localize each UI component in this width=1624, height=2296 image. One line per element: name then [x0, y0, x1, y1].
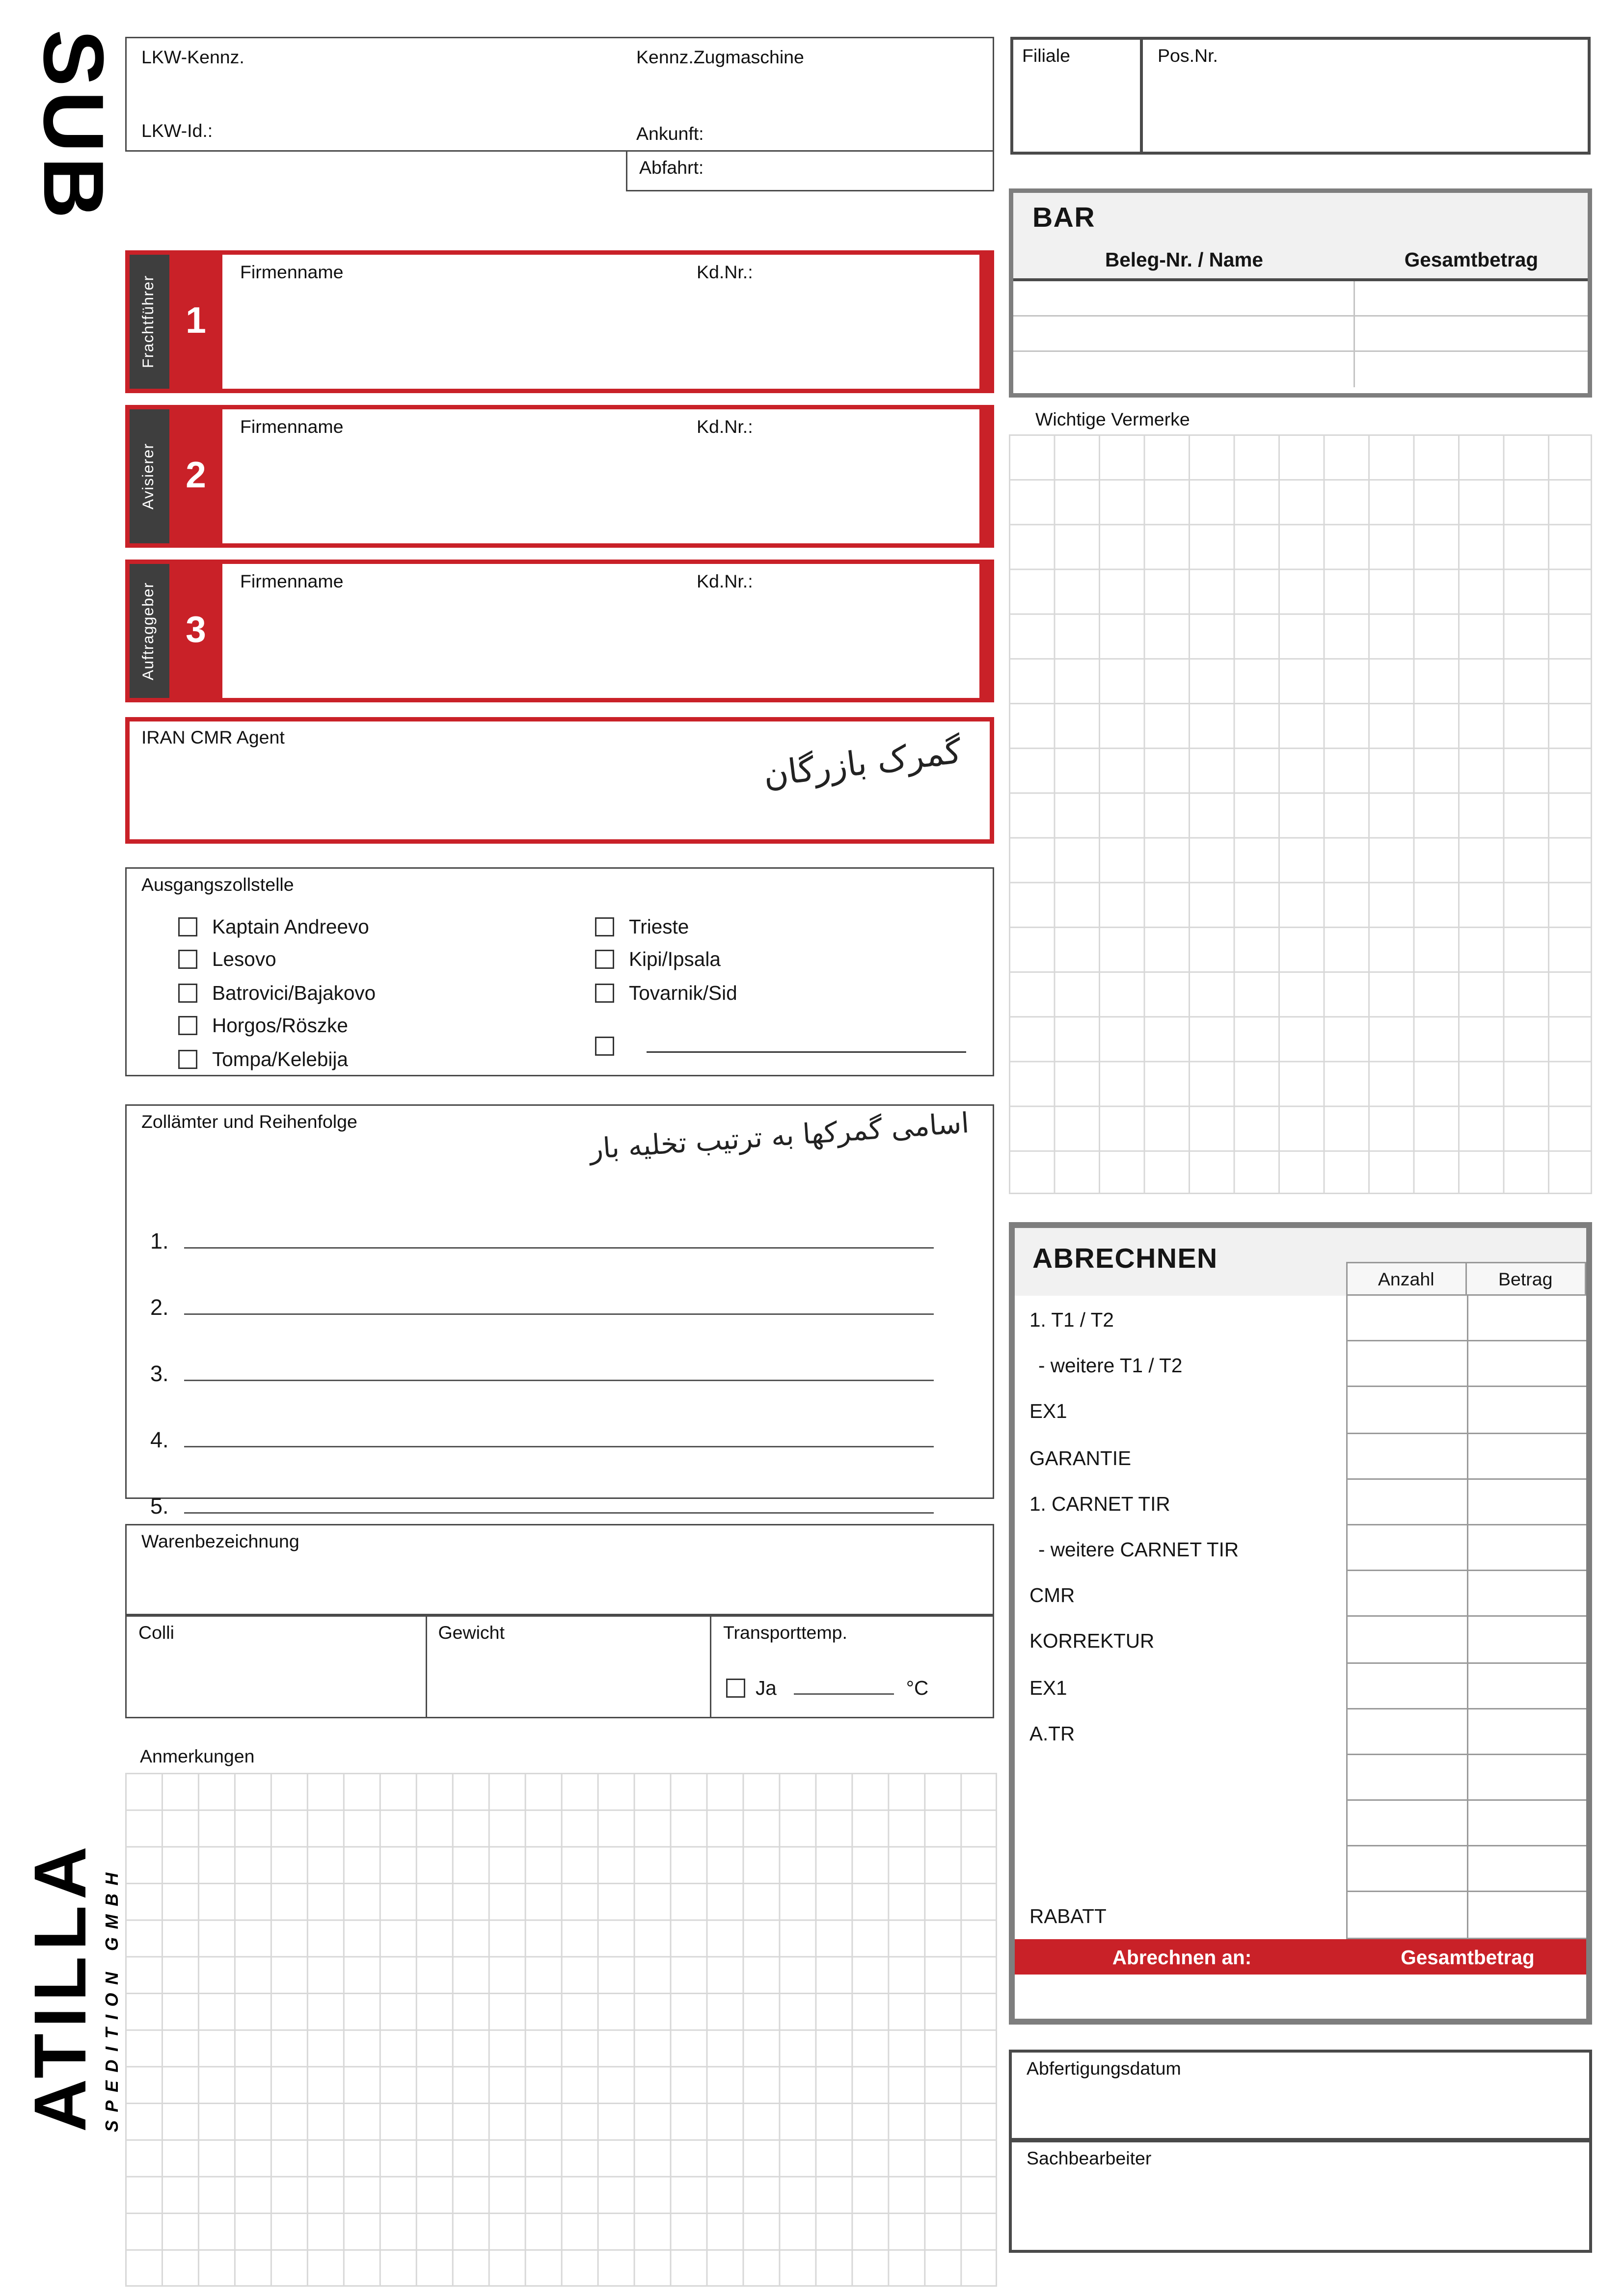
bar-amount-cell[interactable] — [1355, 281, 1588, 315]
gewicht-field[interactable] — [425, 1615, 712, 1718]
checkbox[interactable] — [595, 950, 614, 969]
betrag-cell[interactable] — [1466, 1801, 1587, 1847]
option-tompa-kelebija[interactable]: Tompa/Kelebija — [178, 1042, 595, 1076]
party-role-band: Frachtführer — [130, 255, 169, 389]
options-column-2 — [595, 910, 975, 1076]
avisierer-field[interactable] — [222, 409, 979, 543]
anmerkungen-label: Anmerkungen — [140, 1746, 255, 1767]
bar-col-amount-header: Gesamtbetrag — [1404, 249, 1539, 271]
zoll-line-2[interactable]: 2. — [150, 1255, 934, 1321]
iran-cmr-agent-label: IRAN CMR Agent — [141, 727, 285, 748]
ja-checkbox[interactable] — [726, 1679, 745, 1698]
kdnr-label: Kd.Nr.: — [697, 262, 753, 283]
zoll-line-5[interactable]: 5. — [150, 1453, 934, 1520]
bar-col-name-header: Beleg-Nr. / Name — [1105, 249, 1263, 271]
anzahl-cell[interactable] — [1346, 1801, 1466, 1847]
brand-logo — [19, 1732, 122, 2132]
anzahl-cell[interactable] — [1346, 1755, 1466, 1801]
filiale-label: Filiale — [1022, 46, 1070, 66]
lkw-kennz-label: LKW-Kennz. — [141, 47, 244, 68]
checkbox[interactable] — [178, 983, 197, 1002]
checkbox[interactable] — [595, 917, 614, 936]
option-kipi-ipsala[interactable]: Kipi/Ipsala — [595, 943, 975, 977]
ausgangszollstelle-options — [178, 910, 975, 1076]
zoll-line-1[interactable]: 1. — [150, 1188, 934, 1255]
checkbox[interactable] — [178, 1016, 197, 1036]
colli-field[interactable] — [125, 1615, 427, 1718]
abfertigungsdatum-label: Abfertigungsdatum — [1027, 2058, 1181, 2079]
anzahl-cell[interactable] — [1346, 1847, 1466, 1893]
zollaemter-handwriting: اسامی گمرکها به ترتیب تخلیه بار — [588, 1107, 970, 1166]
betrag-cell[interactable] — [1466, 1755, 1587, 1801]
bar-table-header — [1013, 243, 1588, 281]
abfahrt-field[interactable] — [626, 152, 994, 191]
checkbox[interactable] — [178, 950, 197, 969]
anzahl-cell[interactable] — [1346, 1571, 1466, 1617]
fill-line[interactable] — [184, 1512, 934, 1514]
brand-name: ATILLA — [19, 1840, 102, 2132]
firmenname-label: Firmenname — [240, 262, 344, 283]
lkw-id-label: LKW-Id.: — [141, 121, 213, 141]
transporttemp-field[interactable] — [710, 1615, 994, 1718]
kdnr-label: Kd.Nr.: — [697, 571, 753, 592]
fill-line[interactable] — [184, 1313, 934, 1315]
checkbox[interactable] — [595, 983, 614, 1002]
options-column-1 — [178, 910, 595, 1076]
bar-table-row — [1013, 352, 1588, 387]
other-fill-line[interactable] — [647, 1036, 966, 1053]
checkbox[interactable] — [595, 1037, 614, 1056]
abrechnen-row: 1. T1 / T2 — [1015, 1296, 1586, 1342]
party-role-band: Auftraggeber — [130, 564, 169, 698]
ausgangszollstelle-box — [125, 867, 994, 1076]
iran-cmr-agent-field[interactable] — [125, 717, 994, 844]
bar-name-cell[interactable] — [1013, 352, 1355, 387]
abrechnen-panel — [1009, 1222, 1592, 2025]
abrechnen-row: KORREKTUR — [1015, 1617, 1586, 1663]
gewicht-label: Gewicht — [438, 1623, 505, 1643]
posnr-field[interactable] — [1143, 37, 1591, 155]
party-section-avisierer — [125, 405, 994, 548]
abrechnen-header — [1015, 1228, 1586, 1296]
kdnr-label: Kd.Nr.: — [697, 417, 753, 437]
bar-amount-cell[interactable] — [1355, 352, 1588, 387]
abrechnen-row — [1015, 1847, 1586, 1893]
celsius-label: °C — [906, 1677, 929, 1699]
abfahrt-label: Abfahrt: — [639, 158, 704, 178]
checkbox[interactable] — [178, 1049, 197, 1068]
betrag-cell[interactable] — [1466, 1342, 1587, 1388]
anzahl-cell[interactable] — [1346, 1617, 1466, 1663]
abrechnen-an-label: Abrechnen an: — [1112, 1946, 1252, 1968]
betrag-cell[interactable] — [1466, 1663, 1587, 1709]
abrechnen-row — [1015, 1801, 1586, 1847]
option-tovarnik-sid[interactable]: Tovarnik/Sid — [595, 976, 975, 1010]
zollaemter-box — [125, 1104, 994, 1520]
anzahl-cell[interactable] — [1346, 1479, 1466, 1525]
party-role-band: Avisierer — [130, 409, 169, 543]
sachbearbeiter-field[interactable] — [1009, 2141, 1592, 2253]
anzahl-cell[interactable] — [1346, 1388, 1466, 1434]
betrag-cell[interactable] — [1466, 1617, 1587, 1663]
bar-panel — [1009, 188, 1592, 398]
zollaemter-lines — [150, 1188, 934, 1520]
fill-line[interactable] — [184, 1446, 934, 1447]
option-kaptain-andreevo[interactable]: Kaptain Andreevo — [178, 910, 595, 943]
abrechnen-row: CMR — [1015, 1571, 1586, 1617]
betrag-cell[interactable] — [1466, 1847, 1587, 1893]
bar-table-row — [1013, 317, 1588, 352]
checkbox[interactable] — [178, 917, 197, 936]
zoll-line-3[interactable]: 3. — [150, 1321, 934, 1387]
betrag-cell[interactable] — [1466, 1525, 1587, 1572]
betrag-header: Betrag — [1466, 1262, 1587, 1296]
gesamtbetrag-label: Gesamtbetrag — [1401, 1946, 1535, 1968]
bar-table-row — [1013, 281, 1588, 317]
brand-subtitle: SPEDITION GMBH — [102, 1864, 122, 2132]
truck-header-box[interactable] — [125, 37, 994, 152]
abrechnen-row — [1015, 1755, 1586, 1801]
betrag-cell[interactable] — [1466, 1709, 1587, 1755]
abrechnen-row: A.TR — [1015, 1709, 1586, 1755]
abrechnen-row: 1. CARNET TIR — [1015, 1479, 1586, 1525]
iran-handwriting: گمرک بازرگان — [761, 733, 964, 796]
filiale-field[interactable] — [1010, 37, 1143, 155]
party-number-band: 1 — [169, 255, 222, 389]
transporttemp-label: Transporttemp. — [723, 1623, 847, 1643]
bar-name-cell[interactable] — [1013, 281, 1355, 315]
anzahl-cell[interactable] — [1346, 1893, 1466, 1939]
zoll-line-4[interactable]: 4. — [150, 1387, 934, 1453]
anzahl-header: Anzahl — [1346, 1262, 1466, 1296]
anzahl-cell[interactable] — [1346, 1296, 1466, 1342]
ja-label: Ja — [756, 1677, 777, 1699]
abrechnen-row: GARANTIE — [1015, 1434, 1586, 1480]
colli-label: Colli — [138, 1623, 174, 1643]
kennz-zugmaschine-label: Kennz.Zugmaschine — [636, 47, 804, 68]
betrag-cell[interactable] — [1466, 1571, 1587, 1617]
ausgangszollstelle-label: Ausgangszollstelle — [141, 875, 294, 895]
ankunft-label: Ankunft: — [636, 124, 704, 144]
anzahl-cell[interactable] — [1346, 1434, 1466, 1480]
abrechnen-row: - weitere CARNET TIR — [1015, 1525, 1586, 1572]
abrechnen-column-headers — [1346, 1262, 1586, 1296]
measures-row — [125, 1615, 994, 1718]
auftraggeber-field[interactable] — [222, 564, 979, 698]
party-section-frachtfuehrer — [125, 250, 994, 393]
abrechnen-row-rabatt: RABATT — [1015, 1893, 1586, 1939]
abrechnen-row: - weitere T1 / T2 — [1015, 1342, 1586, 1388]
abrechnen-row: EX1 — [1015, 1388, 1586, 1434]
betrag-cell[interactable] — [1466, 1388, 1587, 1434]
warenbezeichnung-label: Warenbezeichnung — [141, 1531, 299, 1552]
betrag-cell[interactable] — [1466, 1479, 1587, 1525]
anzahl-cell[interactable] — [1346, 1663, 1466, 1709]
betrag-cell[interactable] — [1466, 1296, 1587, 1342]
bar-amount-cell[interactable] — [1355, 317, 1588, 350]
abrechnen-title: ABRECHNEN — [1032, 1244, 1218, 1275]
fill-line[interactable] — [184, 1247, 934, 1249]
firmenname-label: Firmenname — [240, 571, 344, 592]
sachbearbeiter-label: Sachbearbeiter — [1027, 2148, 1152, 2169]
bar-name-cell[interactable] — [1013, 317, 1355, 350]
firmenname-label: Firmenname — [240, 417, 344, 437]
option-other[interactable] — [595, 1030, 975, 1064]
side-title-sub: SUB — [25, 29, 121, 223]
anzahl-cell[interactable] — [1346, 1342, 1466, 1388]
warenbezeichnung-field[interactable] — [125, 1524, 994, 1615]
option-trieste[interactable]: Trieste — [595, 910, 975, 943]
option-lesovo[interactable]: Lesovo — [178, 943, 595, 977]
bar-title: BAR — [1013, 193, 1588, 243]
party-number-band: 2 — [169, 409, 222, 543]
anzahl-cell[interactable] — [1346, 1709, 1466, 1755]
fill-line[interactable] — [184, 1380, 934, 1381]
betrag-cell[interactable] — [1466, 1434, 1587, 1480]
frachtfuehrer-field[interactable] — [222, 255, 979, 389]
temp-ja-row — [726, 1677, 928, 1699]
party-number-band: 3 — [169, 564, 222, 698]
posnr-label: Pos.Nr. — [1158, 46, 1218, 66]
abfertigungsdatum-field[interactable] — [1009, 2050, 1592, 2141]
option-horgos-roeszke[interactable]: Horgos/Röszke — [178, 1010, 595, 1043]
betrag-cell[interactable] — [1466, 1893, 1587, 1939]
abrechnen-row: EX1 — [1015, 1663, 1586, 1709]
anmerkungen-grid[interactable] — [125, 1773, 997, 2287]
wichtige-vermerke-label: Wichtige Vermerke — [1035, 409, 1190, 430]
abrechnen-total-bar — [1015, 1939, 1586, 1974]
option-batrovici-bajakovo[interactable]: Batrovici/Bajakovo — [178, 976, 595, 1010]
anzahl-cell[interactable] — [1346, 1525, 1466, 1572]
zollaemter-label: Zollämter und Reihenfolge — [141, 1112, 357, 1132]
temp-fill-line[interactable] — [794, 1693, 894, 1695]
party-section-auftraggeber — [125, 560, 994, 702]
wichtige-vermerke-grid[interactable] — [1009, 434, 1592, 1194]
